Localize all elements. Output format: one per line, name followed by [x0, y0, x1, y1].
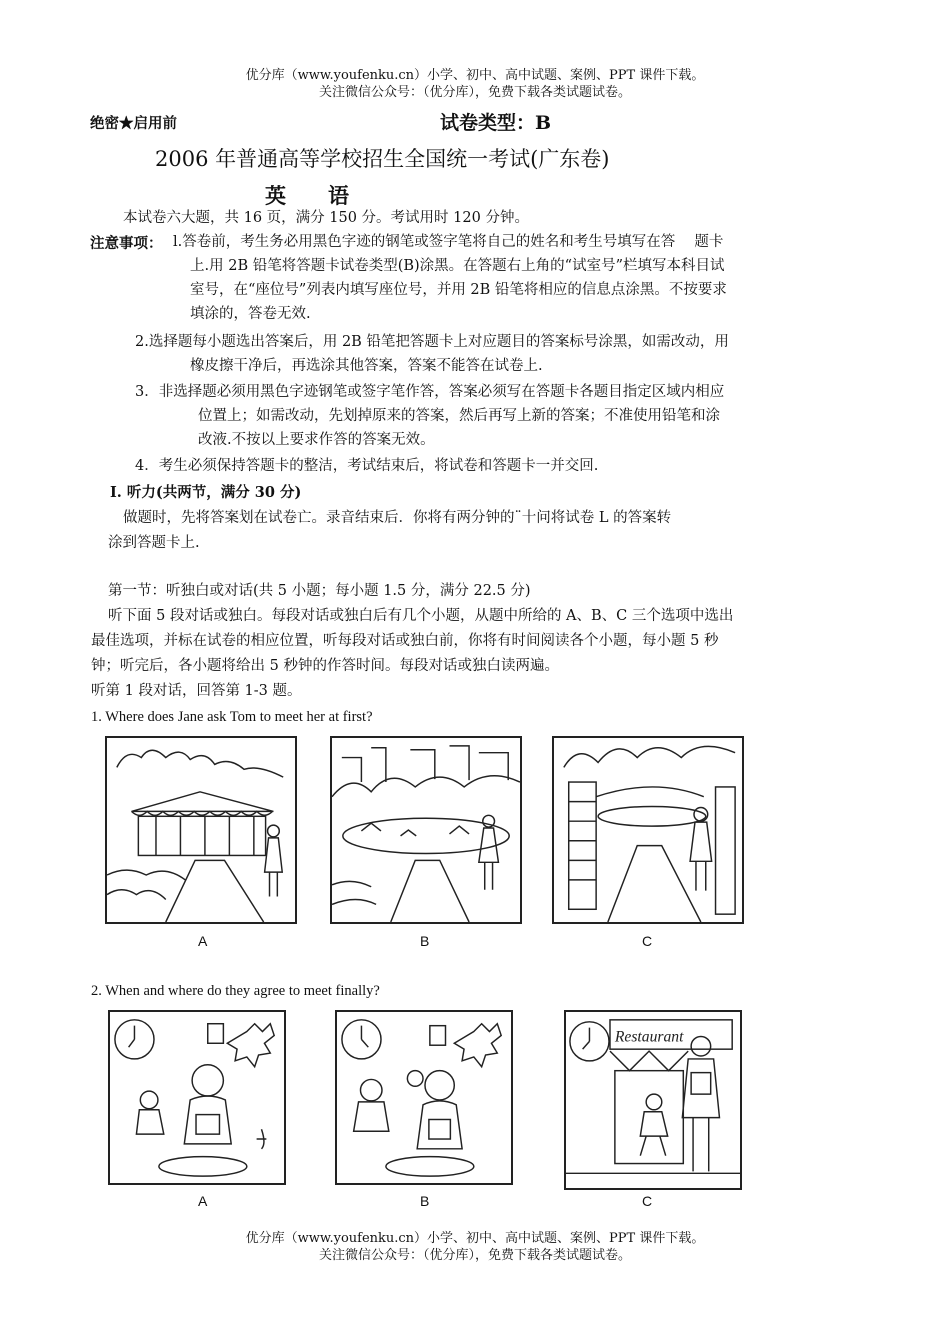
- q1-option-b: B: [420, 933, 430, 949]
- notice-item-4: [135, 454, 825, 478]
- notice-line: 位置上；如需改动，先划掉原来的答案，然后再写上新的答案；不准使用铅笔和涂: [198, 408, 720, 424]
- cafe-clock-image: [110, 1012, 284, 1183]
- park-lake-image: [332, 738, 520, 922]
- q2-option-a: A: [198, 1193, 208, 1209]
- notice-item-3: [135, 380, 825, 452]
- q1-image-b: [330, 736, 522, 924]
- page-title: 2006 年普通高等学校招生全国统一考试(广东卷): [155, 147, 610, 171]
- part-text-3: 钟；听完后，各小题将给出 5 秒钟的作答时间。每段对话或独白读两遍。: [91, 658, 559, 674]
- q1-option-a: A: [198, 933, 208, 949]
- notice-line: l.答卷前，考生务必用黑色字迹的钢笔或签字笔将自己的姓名和考生号填写在答 题卡: [173, 234, 724, 250]
- notice-line: 改液.不按以上要求作答的答案无效。: [198, 432, 435, 448]
- q2-option-c: C: [642, 1193, 653, 1209]
- part-text-1: 听下面 5 段对话或独白。每段对话或独白后有几个小题，从题中所给的 A、B、C 三个选项中选出: [108, 608, 734, 624]
- q1-image-c: [552, 736, 744, 924]
- question-2: 2. When and where do they agree to meet finally?: [91, 983, 380, 999]
- part-text-4: 听第 1 段对话，回答第 1-3 题。: [91, 683, 302, 699]
- restaurant-front-image: [566, 1012, 740, 1188]
- q2-image-b: [335, 1010, 513, 1185]
- notice-line: 2.选择题每小题选出答案后，用 2B 铅笔把答题卡上对应题目的答案标号涂黑，如需改动，用: [135, 334, 729, 350]
- notice-line: 4．考生必须保持答题卡的整洁，考试结束后，将试卷和答题卡一并交回.: [135, 458, 599, 474]
- subject-title: 英 语: [265, 183, 349, 208]
- q2-option-b: B: [420, 1193, 430, 1209]
- q2-image-a: [108, 1010, 286, 1185]
- cafe-clock-image: [337, 1012, 511, 1183]
- section-text-1: 做题时，先将答案划在试卷亡。录音结束后．你将有两分钟的¨十问将试卷 L 的答案转: [123, 510, 672, 526]
- cafe-pavilion-image: [107, 738, 295, 922]
- notice-line: 室号，在“座位号”列表内填写座位号，并用 2B 铅笔将相应的信息点涂黑。不按要求: [190, 282, 727, 298]
- section-heading: Ⅰ. 听力(共两节，满分 30 分): [110, 484, 302, 501]
- notice-line: 上.用 2B 铅笔将答题卡试卷类型(B)涂黑。在答题右上角的“试室号”栏填写本科目试: [190, 258, 725, 274]
- restaurant-sign: Restaurant: [614, 1028, 684, 1046]
- intro-text: 本试卷六大题，共 16 页，满分 150 分。考试用时 120 分钟。: [123, 210, 529, 226]
- park-gate-image: [554, 738, 742, 922]
- footer-line-2: 关注微信公众号：（优分库），免费下载各类试题试卷。: [318, 1248, 631, 1263]
- q1-option-c: C: [642, 933, 653, 949]
- notice-line: 3．非选择题必须用黑色字迹钢笔或签字笔作答，答案必须写在答题卡各题目指定区域内相应: [135, 384, 725, 400]
- header-line-2: 关注微信公众号：（优分库），免费下载各类试题试卷。: [318, 85, 631, 100]
- paper-type: 试卷类型：B: [440, 112, 552, 134]
- notice-item-1: [173, 230, 833, 326]
- secret-label: 绝密★启用前: [90, 115, 177, 132]
- q2-image-c: [564, 1010, 742, 1190]
- question-1: 1. Where does Jane ask Tom to meet her at first?: [91, 709, 373, 725]
- notice-item-2: [135, 330, 825, 378]
- part-heading: 第一节：听独白或对话(共 5 小题；每小题 1.5 分，满分 22.5 分): [108, 583, 531, 599]
- notice-line: 填涂的，答卷无效.: [190, 306, 311, 322]
- part-text-2: 最佳选项，并标在试卷的相应位置，听每段对话或独白前，你将有时间阅读各个小题，每小题 5 秒: [91, 633, 719, 649]
- notice-line: 橡皮擦干净后，再选涂其他答案，答案不能答在试卷上.: [190, 358, 543, 374]
- footer-line-1: 优分库（www.youfenku.cn）小学、初中、高中试题、案例、PPT 课件下载。: [245, 1231, 705, 1246]
- header-line-1: 优分库（www.youfenku.cn）小学、初中、高中试题、案例、PPT 课件下载。: [245, 68, 705, 83]
- notice-label: 注意事项：: [90, 235, 163, 252]
- q1-image-a: [105, 736, 297, 924]
- section-text-2: 涂到答题卡上.: [108, 535, 200, 551]
